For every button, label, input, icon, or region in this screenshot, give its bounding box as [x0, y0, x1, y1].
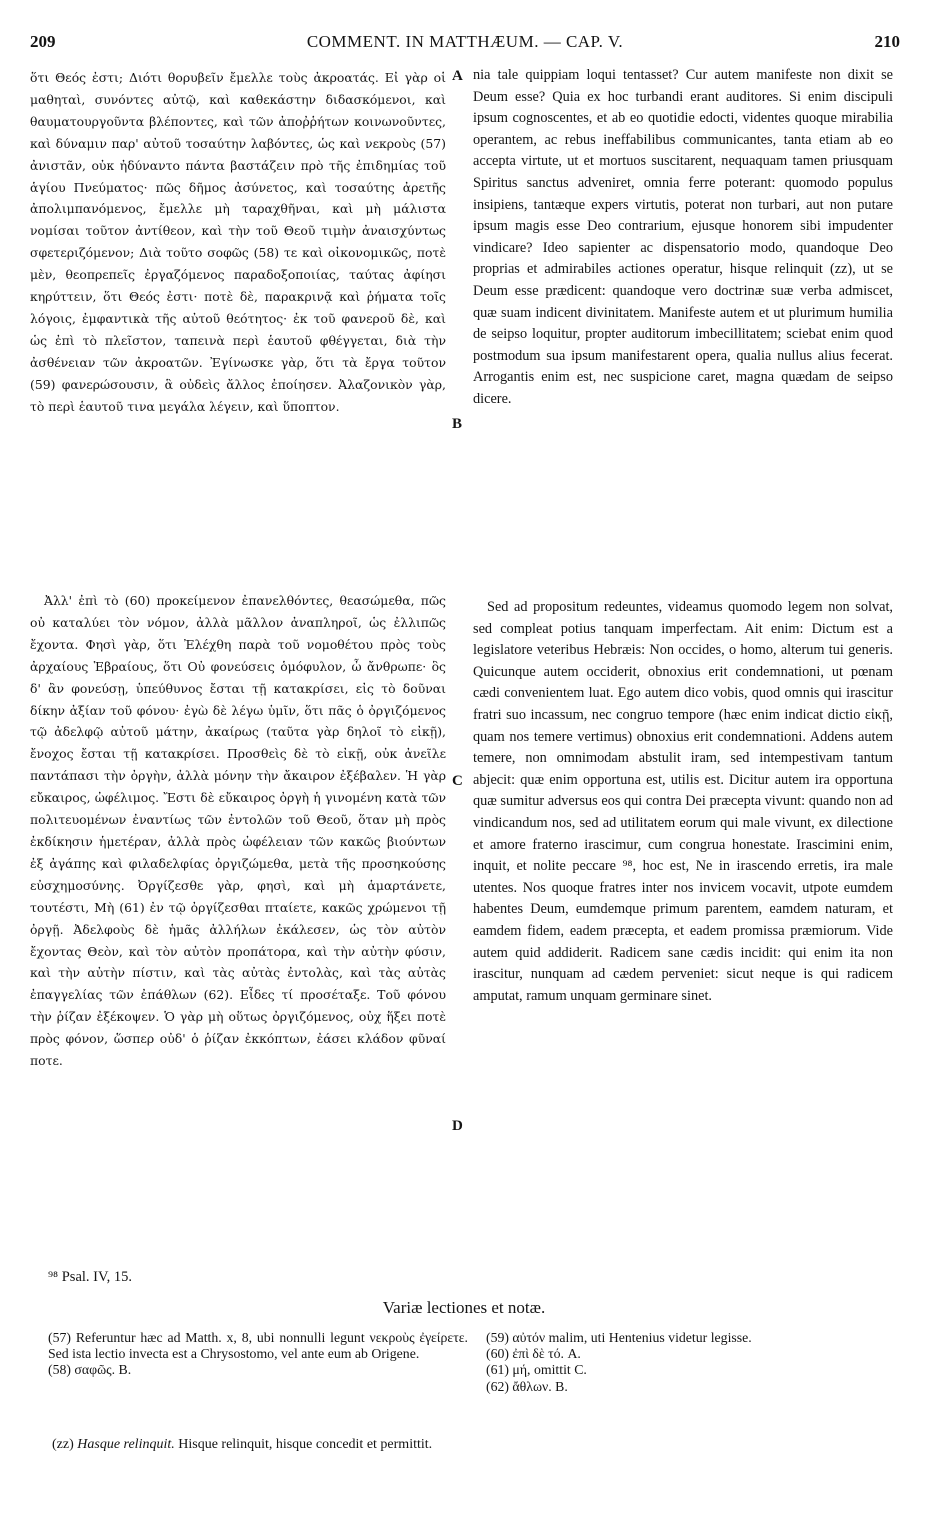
greek-block-1 [30, 67, 446, 418]
variant-note-60: (60) ἐπὶ δὲ τό. A. [486, 1346, 581, 1362]
footnote-98: ⁹⁸ Psal. IV, 15. [48, 1269, 132, 1285]
greek-paragraph-1: ὅτι Θεός ἐστι; Διότι θορυβεῖν ἔμελλε τοὺς ἀκροατάς. Εἰ γὰρ οἱ μαθηταὶ, συνόντες αὐτῷ, καὶ καθεκάστην διδασκόμενοι, καὶ θαυματουργοῦντα βλέποντες, καὶ τῶν ἀποῤῥήτων κοινωνοῦντες, καὶ δύναμιν παρ' αὐτοῦ τοσαύτην λαβόντες, ὡς καὶ νεκροὺς (57) ἀνιστᾶν, οὐκ ἠδύναντο πάντα βαστάζειν πρὸ τῆς ἐπιδημίας τοῦ ἁγίου Πνεύματος· πῶς δῆμος ἀσύνετος, καὶ τοσαύτης ἀρετῆς ἀπολιμπανόμενος, ἔμελλε μὴ ταραχθῆναι, καὶ μὴ μάλιστα νομίσαι τοῦτον ἀντίθεον, καὶ τὴν τοῦ Θεοῦ τιμὴν ἀναισχύντως σφετεριζόμενον; Διὰ τοῦτο σοφῶς (58) τε καὶ οἰκονομικῶς, ποτὲ μὲν, θεοπρεπεῖς ἐργαζόμενος παραδοξοποιίας, ταύτας ἀφίησι κηρύττειν, ὅτι Θεός ἐστι· ποτὲ δὲ, παρακρινᾷ καὶ ῥήματα τοῖς λόγοις, ἐμφαντικὰ τῆς αὐτοῦ θεότητος· ἐκ τοῦ φανεροῦ δὲ, καὶ ὡς ἐπὶ τὸ πλεῖστον, ταπεινὰ περὶ ἑαυτοῦ φθέγγεται, διὰ τὴν ἀσθένειαν τῶν ἀκροατῶν. Ἐγίνωσκε γὰρ, ὅτι τὰ ἔργα τοῦτον (59) φανερώσουσιν, ἃ οὐδεὶς ἄλλος ἐποίησεν. Ἀλαζονικὸν γὰρ, τὸ περὶ ἑαυτοῦ τινα μεγάλα λέγειν, καὶ ὕποπτον. [30, 70, 446, 414]
margin-marker-a: A [452, 68, 463, 84]
variant-note-59: (59) αὐτόν malim, uti Hentenius videtur legisse. [486, 1330, 752, 1345]
running-header [30, 30, 900, 58]
latin-block-2 [473, 597, 893, 1007]
margin-marker-b: B [452, 416, 463, 432]
variant-note-58: (58) σαφῶς. B. [48, 1362, 132, 1378]
variant-note-57: (57) Referuntur hæc ad Matth. x, 8, ubi nonnulli legunt νεκροὺς ἐγείρετε. Sed ista lectio invecta est a Chrysostomo, vel ante eum ab Origene. [48, 1330, 468, 1362]
note-zz-label: (zz) [52, 1437, 74, 1452]
page-number-left: 209 [30, 32, 56, 51]
running-title: COMMENT. IN MATTHÆUM. — CAP. V. [306, 32, 624, 51]
note-zz-lemma: Hasque relinquit. [77, 1437, 175, 1452]
variant-notes-left [48, 1330, 468, 1379]
variant-notes-right [486, 1330, 896, 1395]
note-zz [52, 1437, 432, 1453]
latin-block-1 [473, 65, 893, 411]
variae-lectiones-title: Variæ lectiones et notæ. [382, 1298, 546, 1317]
greek-block-2 [30, 590, 446, 1072]
margin-marker-c: C [452, 773, 463, 789]
latin-paragraph-1: nia tale quippiam loqui tentasset? Cur autem manifeste non dixit se Deum esse? Quia ex hoc turbandi erant auditores. Si enim discipuli ipsum cognoscentes, et ab eo quotidie edocti, videntes quoque mirabilia operantem, ac rebus ineffabilibus communicantes, tanta etiam ab eo accepta virtute, ut et mortuos suscitarent, nequaquam tamen priusquam Spiritus sanctus adveniret, omnia ferre poterant: quomodo populus insipiens, tantæque expers virtutis, poterat non turbari, aut non putare ipsum magis esse Deo contrarium, ejusque honorem sibi impudenter vindicare? Ideo sapienter ac dispensatorio modo, quandoque Deo proprias et admirabiles actiones operatur, hisque relinquit (zz), ut se Deum esse prædicent: quandoque vero doctrinæ suæ verba admiscet, quæ suam indicent divinitatem. Manifeste autem et ut plurimum humilia de seipso loquitur, propter auditorum imbecillitatem; sciebat enim quod postmodum sua ipsum manifestarent opera, qualia nullus alius fecerat. Arrogantis enim est, nec suspicione caret, magna quædam de seipso dicere. [473, 67, 893, 407]
margin-marker-d: D [452, 1118, 463, 1134]
greek-paragraph-2: Ἀλλ' ἐπὶ τὸ (60) προκείμενον ἐπανελθόντες, θεασώμεθα, πῶς οὐ καταλύει τὸν νόμον, ἀλλὰ μᾶλλον ἀναπληροῖ, ὡς ἐλλιπῶς ἔχοντα. Φησὶ γὰρ, ὅτι Ἐλέχθη παρὰ τοῦ νομοθέτου πρὸς τοὺς ἀρχαίους Ἑβραίους, ὅτι Οὐ φονεύσεις ὁμόφυλον, ὦ ἄνθρωπε· ὃς δ' ἂν φονεύσῃ, ὑπεύθυνος ἔσται τῇ κατακρίσει, εἰς τὸ δοῦναι δίκην ἀξίαν τοῦ φόνου· ἐγὼ δὲ λέγω ὑμῖν, ὅτι πᾶς ὁ ὀργιζόμενος τῷ ἀδελφῷ αὐτοῦ μάτην, ἀκαίρως (ταῦτα γὰρ δηλοῖ τὸ εἰκῇ), ἔνοχος ἔσται τῇ κατακρίσει. Προσθεὶς δὲ τὸ εἰκῇ, οὐκ ἀνεῖλε παντάπασι τὴν ὀργὴν, ἀλλὰ μόνην τὴν ἄκαιρον ἐξέβαλεν. Ἡ γὰρ εὔκαιρος, ὠφέλιμος. Ἔστι δὲ εὔκαιρος ὀργὴ ἡ γινομένη κατὰ τῶν πολιτευομένων ἐναντίως τῶν ἐντολῶν τοῦ Θεοῦ, ὅταν μὴ πρὸς ἐκδίκησιν ἡμετέραν, ἀλλὰ πρὸς ὠφέλειαν τῶν κακῶς βιούντων ἐξ ἀγάπης καὶ φιλαδελφίας ὀργιζώμεθα, μετὰ τῆς προσηκούσης εὐσχημοσύνης. Ὀργίζεσθε γὰρ, φησὶ, καὶ μὴ ἁμαρτάνετε, τουτέστι, Μὴ (61) ἐν τῷ ὀργίζεσθαι πταίετε, κακῶς χρώμενοι τῇ ὀργῇ. Ἀδελφοὺς δὲ ἡμᾶς ἀλλήλων ἐκάλεσεν, ὡς τὸν αὐτὸν ἔχοντας Θεὸν, καὶ τὸν αὐτὸν προπάτορα, καὶ τὴν αὐτὴν φύσιν, καὶ τὴν αὐτὴν πίστιν, καὶ τὰς αὐτὰς ἐντολὰς, καὶ τὰς αὐτὰς ἐπαγγελίας τῶν ἐπάθλων (62). Εἶδες τί προσέταξε. Τοῦ φόνου τὴν ῥίζαν ἐξέκοψεν. Ὁ γὰρ μὴ οὕτως ὀργιζόμενος, οὐχ ἥξει ποτὲ πρὸς φόνον, ὥσπερ οὐδ' ὁ ῥίζαν ἐκκόπτων, ἐάσει κλάδον φῦναί ποτε. [30, 593, 446, 1069]
latin-paragraph-2: Sed ad propositum redeuntes, videamus quomodo legem non solvat, sed compleat potius tanquam imperfectam. Ait enim: Dictum est a legislatore veteribus Hebræis: Non occides, o homo, alterum tui generis. Quicunque autem occiderit, obnoxius erit condemnationi, ut pœnam cædi convenientem luat. Ego autem dico vobis, quod omnis qui irascitur fratri suo incassum, nec congruo tempore (hæc enim indicat dictio εἰκῇ, quam nos temere vertimus) obnoxius erit condemnationi. Addens autem temere, non omnimodam abstulit iram, sed intempestivam tantum abjecit: quæ enim opportuna est, utilis est. Dicitur autem ira opportuna quæ sumitur adversus eos qui contra Dei præcepta vivunt: quando non ad vindicandum nos, sed ad utilitatem eorum qui male vivunt, ex dilectione et amore fraterno irascimur, cum congrua honestate. Irascimini enim, inquit, et nolite peccare ⁹⁸, hoc est, Ne in irascendo erretis, ira male utentes. Nos quoque fratres inter nos invicem vocavit, utpote eumdem habentes Deum, eumdemque primum parentem, eamdem naturam, et eamdem fidem, eadem præcepta, et eadem promissa præmiorum. Vide autem quid addiderit. Radicem sane cædis incidit: qui enim ita non irascitur, nunquam ad cædem perveniet: sicut neque is qui radicem amputat, ramum unquam germinare sinet. [473, 599, 893, 1004]
note-zz-text: Hisque relinquit, hisque concedit et permittit. [178, 1437, 433, 1452]
variant-note-61: (61) μή, omittit C. [486, 1362, 587, 1378]
variant-note-62: (62) ἄθλων. B. [486, 1378, 568, 1394]
page-number-right: 210 [874, 32, 900, 51]
